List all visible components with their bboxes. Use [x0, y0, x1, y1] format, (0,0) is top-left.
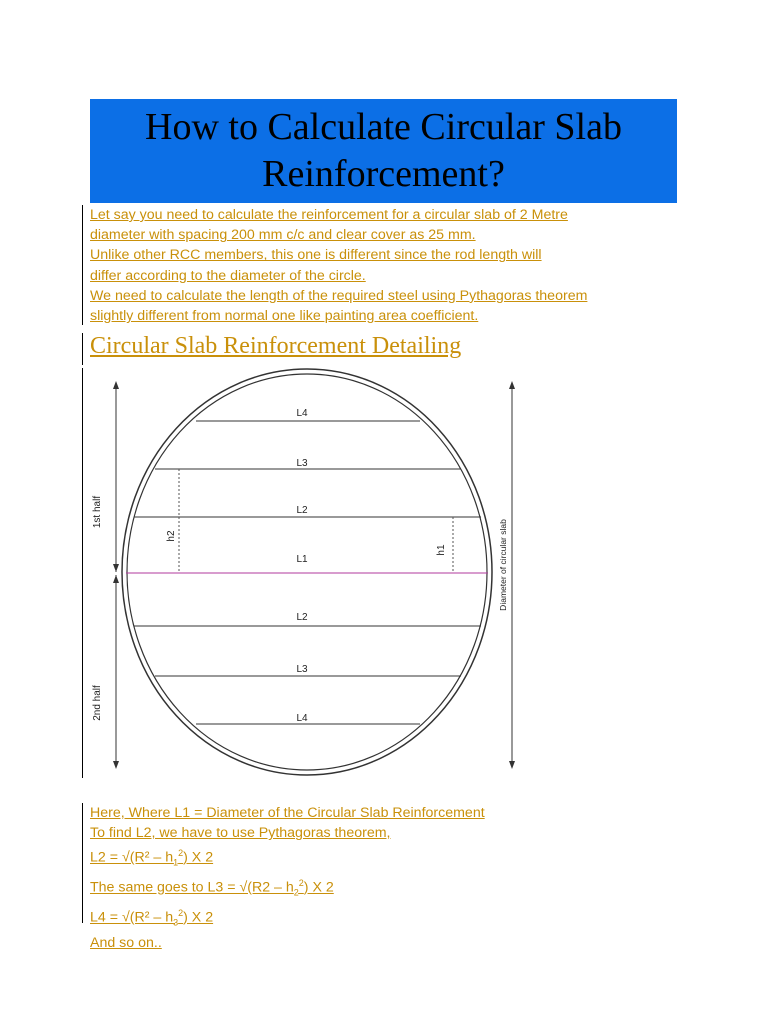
label-h2: h2: [166, 530, 177, 542]
arrow-head-icon: [509, 381, 515, 389]
first-half-label: 1st half: [92, 495, 103, 529]
arrow-head-icon: [113, 564, 119, 572]
left-border: [82, 205, 83, 325]
intro-line[interactable]: diameter with spacing 200 mm c/c and clear cover as 25 mm.: [90, 227, 476, 244]
intro-paragraph: [90, 205, 730, 326]
left-border: [82, 333, 83, 365]
label-l4: L4: [296, 713, 308, 724]
label-l2: L2: [296, 612, 308, 623]
intro-line[interactable]: Let say you need to calculate the reinforcement for a circular slab of 2 Metre: [90, 207, 568, 223]
intro-line[interactable]: We need to calculate the length of the required steel using Pythagoras theorem: [90, 287, 588, 304]
intro-line[interactable]: differ according to the diameter of the circle.: [90, 267, 366, 284]
slab-diagram: [84, 368, 534, 778]
left-border: [82, 368, 83, 778]
label-l3: L3: [296, 664, 308, 675]
formula-l3[interactable]: The same goes to $L3 = √(R2 - h_2^2)$ X 2: [90, 878, 334, 898]
intro-line[interactable]: slightly different from normal one like painting area coefficient.: [90, 308, 479, 325]
formula-block: [90, 803, 690, 953]
label-l4: L4: [296, 408, 308, 419]
label-l2: L2: [296, 505, 308, 516]
arrow-head-icon: [113, 381, 119, 389]
arrow-head-icon: [113, 761, 119, 769]
arrow-head-icon: [509, 761, 515, 769]
label-h1: h1: [436, 544, 447, 556]
formula-l4[interactable]: $L4 = √(R^2 - h_3^2)$ X 2: [90, 907, 214, 928]
formula-line[interactable]: To find L2, we have to use Pythagoras theorem,: [90, 825, 391, 842]
second-half-label: 2nd half: [92, 685, 103, 721]
intro-line[interactable]: Unlike other RCC members, this one is different since the rod length will: [90, 247, 542, 264]
left-border: [82, 803, 83, 923]
label-l3: L3: [296, 458, 308, 469]
formula-line[interactable]: And so on..: [90, 934, 162, 951]
label-l1: L1: [296, 554, 308, 565]
diameter-label: Diameter of circular slab: [498, 519, 508, 611]
section-heading[interactable]: Circular Slab Reinforcement Detailing: [90, 333, 462, 359]
formula-l2[interactable]: $L2 = √(R^2 - h_1^2)$ X 2: [90, 848, 214, 868]
slab-inner-ring: [127, 374, 487, 770]
arrow-head-icon: [113, 575, 119, 583]
formula-line[interactable]: Here, Where L1 = Diameter of the Circular Slab Reinforcement: [90, 805, 485, 821]
page-title: How to Calculate Circular Slab Reinforcement?: [90, 99, 677, 203]
